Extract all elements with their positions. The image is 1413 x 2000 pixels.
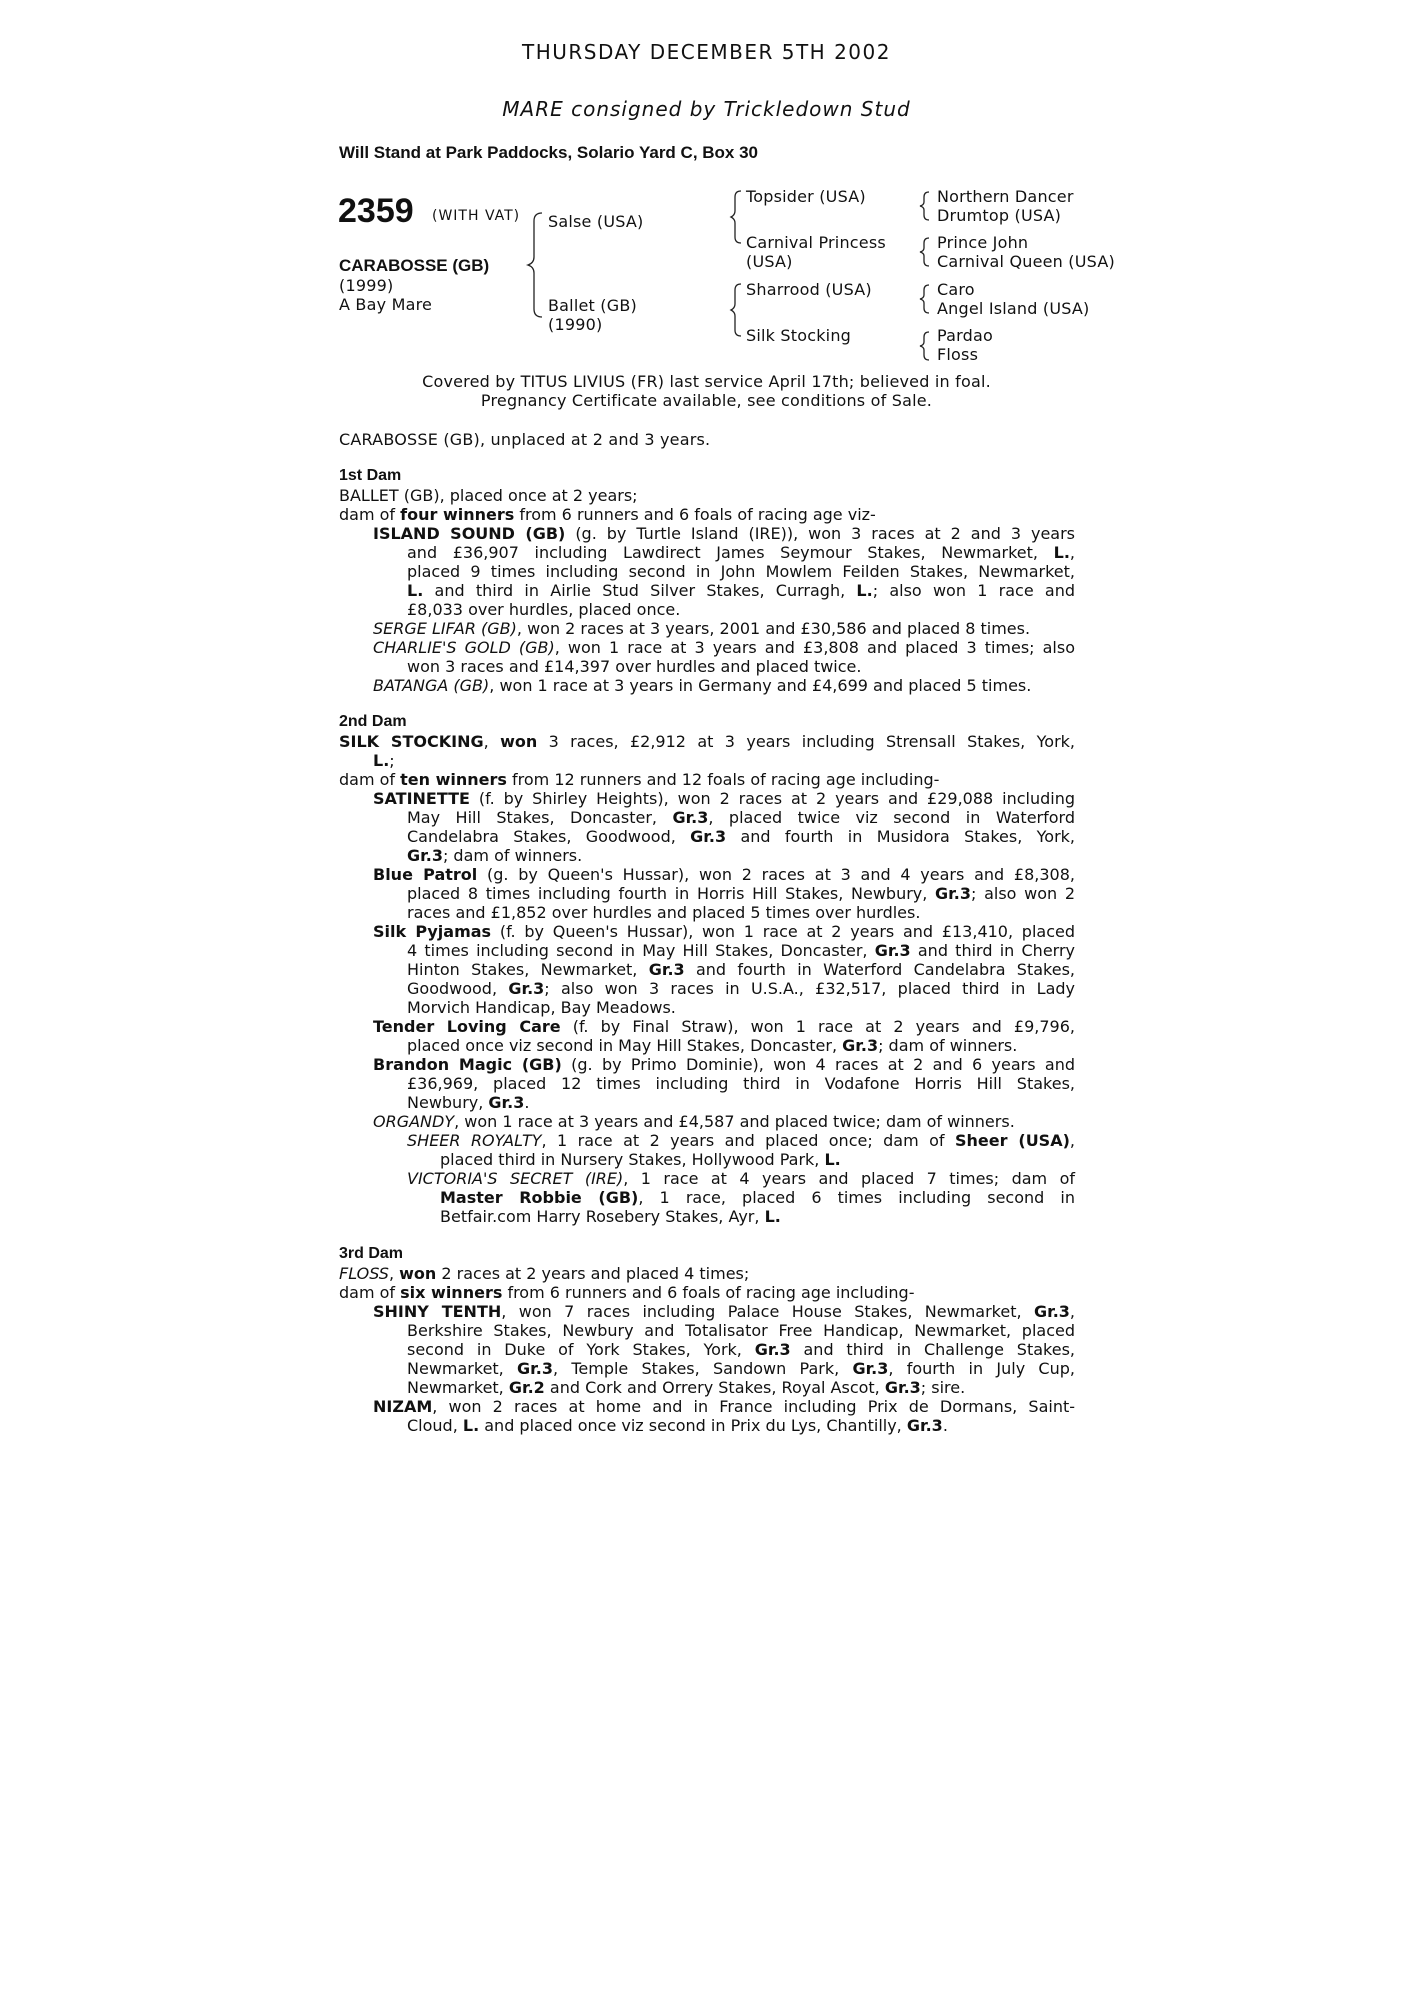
produce-charlies-gold: CHARLIE'S GOLD (GB), won 1 race at 3 years and £3,808 and placed 3 times; also <box>373 638 1076 657</box>
pedigree-sire-sire: Topsider (USA) <box>746 187 866 206</box>
first-dam-produce: dam of four winners from 6 runners and 6 foals of racing age viz- <box>339 505 876 524</box>
produce-silk-pyjamas-l5: Morvich Handicap, Bay Meadows. <box>407 998 676 1017</box>
pedigree-g3: Prince John <box>937 233 1029 252</box>
pedigree-g5: Caro <box>937 280 975 299</box>
produce-victorias-secret-l3: Betfair.com Harry Rosebery Stakes, Ayr, L. <box>440 1207 781 1226</box>
consignment-line: MARE consigned by Trickledown Stud <box>502 97 911 121</box>
pedigree-brace-main <box>520 195 550 330</box>
produce-sheer-royalty: SHEER ROYALTY, 1 race at 2 years and placed once; dam of Sheer (USA), <box>407 1131 1075 1150</box>
produce-brandon-magic-l3: Newbury, Gr.3. <box>407 1093 530 1112</box>
third-dam-produce: dam of six winners from 6 runners and 6 foals of racing age including- <box>339 1283 915 1302</box>
produce-batanga: BATANGA (GB), won 1 race at 3 years in Germany and £4,699 and placed 5 times. <box>373 676 1032 695</box>
produce-brandon-magic: Brandon Magic (GB) (g. by Primo Dominie), won 4 races at 2 and 6 years and <box>373 1055 1076 1074</box>
produce-island-sound-l4: L. and third in Airlie Stud Silver Stakes, Curragh, L.; also won 1 race and <box>407 581 1076 600</box>
pedigree-brace-dam <box>727 278 747 348</box>
race-summary: CARABOSSE (GB), unplaced at 2 and 3 years. <box>339 430 711 449</box>
produce-silk-pyjamas-l4: Goodwood, Gr.3; also won 3 races in U.S.A., £32,517, placed third in Lady <box>407 979 1076 998</box>
pedigree-sire-dam-country: (USA) <box>746 252 793 271</box>
produce-satinette-l3: Candelabra Stakes, Goodwood, Gr.3 and fourth in Musidora Stakes, York, <box>407 827 1075 846</box>
produce-blue-patrol-l2: placed 8 times including fourth in Horris Hill Stakes, Newbury, Gr.3; also won 2 <box>407 884 1075 903</box>
pedigree-brace-g4 <box>917 328 933 364</box>
pedigree-g1: Northern Dancer <box>937 187 1074 206</box>
produce-silk-pyjamas-l3: Hinton Stakes, Newmarket, Gr.3 and fourth in Waterford Candelabra Stakes, <box>407 960 1075 979</box>
produce-nizam-l2: Cloud, L. and placed once viz second in Prix du Lys, Chantilly, Gr.3. <box>407 1416 948 1435</box>
produce-blue-patrol-l3: races and £1,852 over hurdles and placed 5 times over hurdles. <box>407 903 921 922</box>
produce-shiny-tenth-l5: Newmarket, Gr.2 and Cork and Orrery Stakes, Royal Ascot, Gr.3; sire. <box>407 1378 966 1397</box>
lot-number: 2359 <box>338 192 414 230</box>
produce-shiny-tenth-l2: Berkshire Stakes, Newbury and Totalisator Free Handicap, Newmarket, placed <box>407 1321 1075 1340</box>
produce-shiny-tenth: SHINY TENTH, won 7 races including Palace House Stakes, Newmarket, Gr.3, <box>373 1302 1076 1321</box>
horse-name: CARABOSSE (GB) <box>339 256 490 275</box>
produce-victorias-secret: VICTORIA'S SECRET (IRE), 1 race at 4 years and placed 7 times; dam of <box>407 1169 1075 1188</box>
produce-tender-loving-care: Tender Loving Care (f. by Final Straw), won 1 race at 2 years and £9,796, <box>373 1017 1076 1036</box>
produce-tender-loving-care-l2: placed once viz second in May Hill Stakes, Doncaster, Gr.3; dam of winners. <box>407 1036 1018 1055</box>
produce-silk-pyjamas-l2: 4 times including second in May Hill Stakes, Doncaster, Gr.3 and third in Cherry <box>407 941 1076 960</box>
produce-organdy: ORGANDY, won 1 race at 3 years and £4,587 and placed twice; dam of winners. <box>373 1112 1015 1131</box>
produce-sheer-royalty-l2: placed third in Nursery Stakes, Hollywood Park, L. <box>440 1150 841 1169</box>
produce-satinette: SATINETTE (f. by Shirley Heights), won 2 races at 2 years and £29,088 including <box>373 789 1075 808</box>
produce-island-sound: ISLAND SOUND (GB) (g. by Turtle Island (IRE)), won 3 races at 2 and 3 years <box>373 524 1076 543</box>
produce-nizam: NIZAM, won 2 races at home and in France including Prix de Dormans, Saint- <box>373 1397 1075 1416</box>
stand-location: Will Stand at Park Paddocks, Solario Yard C, Box 30 <box>339 143 759 162</box>
sale-date: THURSDAY DECEMBER 5TH 2002 <box>522 40 891 64</box>
pedigree-sire: Salse (USA) <box>548 212 644 231</box>
covering-note: Covered by TITUS LIVIUS (FR) last service April 17th; believed in foal. <box>422 372 991 391</box>
pedigree-brace-g1 <box>917 188 933 224</box>
pedigree-brace-g3 <box>917 281 933 317</box>
produce-satinette-l4: Gr.3; dam of winners. <box>407 846 583 865</box>
produce-blue-patrol: Blue Patrol (g. by Queen's Hussar), won 2 races at 3 and 4 years and £8,308, <box>373 865 1075 884</box>
produce-island-sound-l3: placed 9 times including second in John Mowlem Feilden Stakes, Newmarket, <box>407 562 1075 581</box>
produce-brandon-magic-l2: £36,969, placed 12 times including third in Vodafone Horris Hill Stakes, <box>407 1074 1075 1093</box>
pedigree-brace-g2 <box>917 234 933 270</box>
second-dam-line: SILK STOCKING, won 3 races, £2,912 at 3 years including Strensall Stakes, York, <box>339 732 1076 751</box>
pregnancy-note: Pregnancy Certificate available, see conditions of Sale. <box>480 391 933 410</box>
vat-note: (WITH VAT) <box>432 208 521 224</box>
second-dam-heading: 2nd Dam <box>339 713 407 730</box>
pedigree-g8: Floss <box>937 345 979 364</box>
pedigree-dam-sire: Sharrood (USA) <box>746 280 872 299</box>
pedigree-g6: Angel Island (USA) <box>937 299 1090 318</box>
pedigree-g2: Drumtop (USA) <box>937 206 1062 225</box>
horse-description: A Bay Mare <box>339 295 433 314</box>
pedigree-sire-dam: Carnival Princess <box>746 233 886 252</box>
produce-victorias-secret-l2: Master Robbie (GB), 1 race, placed 6 times including second in <box>440 1188 1076 1207</box>
pedigree-dam: Ballet (GB) <box>548 296 637 315</box>
second-dam-line-l2: L.; <box>373 751 395 770</box>
second-dam-produce: dam of ten winners from 12 runners and 12 foals of racing age including- <box>339 770 940 789</box>
produce-island-sound-l2: and £36,907 including Lawdirect James Seymour Stakes, Newmarket, L., <box>407 543 1075 562</box>
first-dam-heading: 1st Dam <box>339 467 402 484</box>
produce-shiny-tenth-l3: second in Duke of York Stakes, York, Gr.3 and third in Challenge Stakes, <box>407 1340 1075 1359</box>
produce-serge-lifar: SERGE LIFAR (GB), won 2 races at 3 years, 2001 and £30,586 and placed 8 times. <box>373 619 1031 638</box>
pedigree-brace-sire <box>727 185 747 255</box>
pedigree-g7: Pardao <box>937 326 993 345</box>
pedigree-dam-year: (1990) <box>548 315 603 334</box>
pedigree-dam-dam: Silk Stocking <box>746 326 852 345</box>
first-dam-line: BALLET (GB), placed once at 2 years; <box>339 486 638 505</box>
horse-year: (1999) <box>339 276 394 295</box>
third-dam-heading: 3rd Dam <box>339 1245 404 1262</box>
produce-silk-pyjamas: Silk Pyjamas (f. by Queen's Hussar), won 1 race at 2 years and £13,410, placed <box>373 922 1076 941</box>
produce-charlies-gold-l2: won 3 races and £14,397 over hurdles and placed twice. <box>407 657 862 676</box>
produce-satinette-l2: May Hill Stakes, Doncaster, Gr.3, placed twice viz second in Waterford <box>407 808 1075 827</box>
third-dam-line: FLOSS, won 2 races at 2 years and placed 4 times; <box>339 1264 750 1283</box>
produce-island-sound-l5: £8,033 over hurdles, placed once. <box>407 600 681 619</box>
pedigree-g4: Carnival Queen (USA) <box>937 252 1115 271</box>
produce-shiny-tenth-l4: Newmarket, Gr.3, Temple Stakes, Sandown Park, Gr.3, fourth in July Cup, <box>407 1359 1075 1378</box>
